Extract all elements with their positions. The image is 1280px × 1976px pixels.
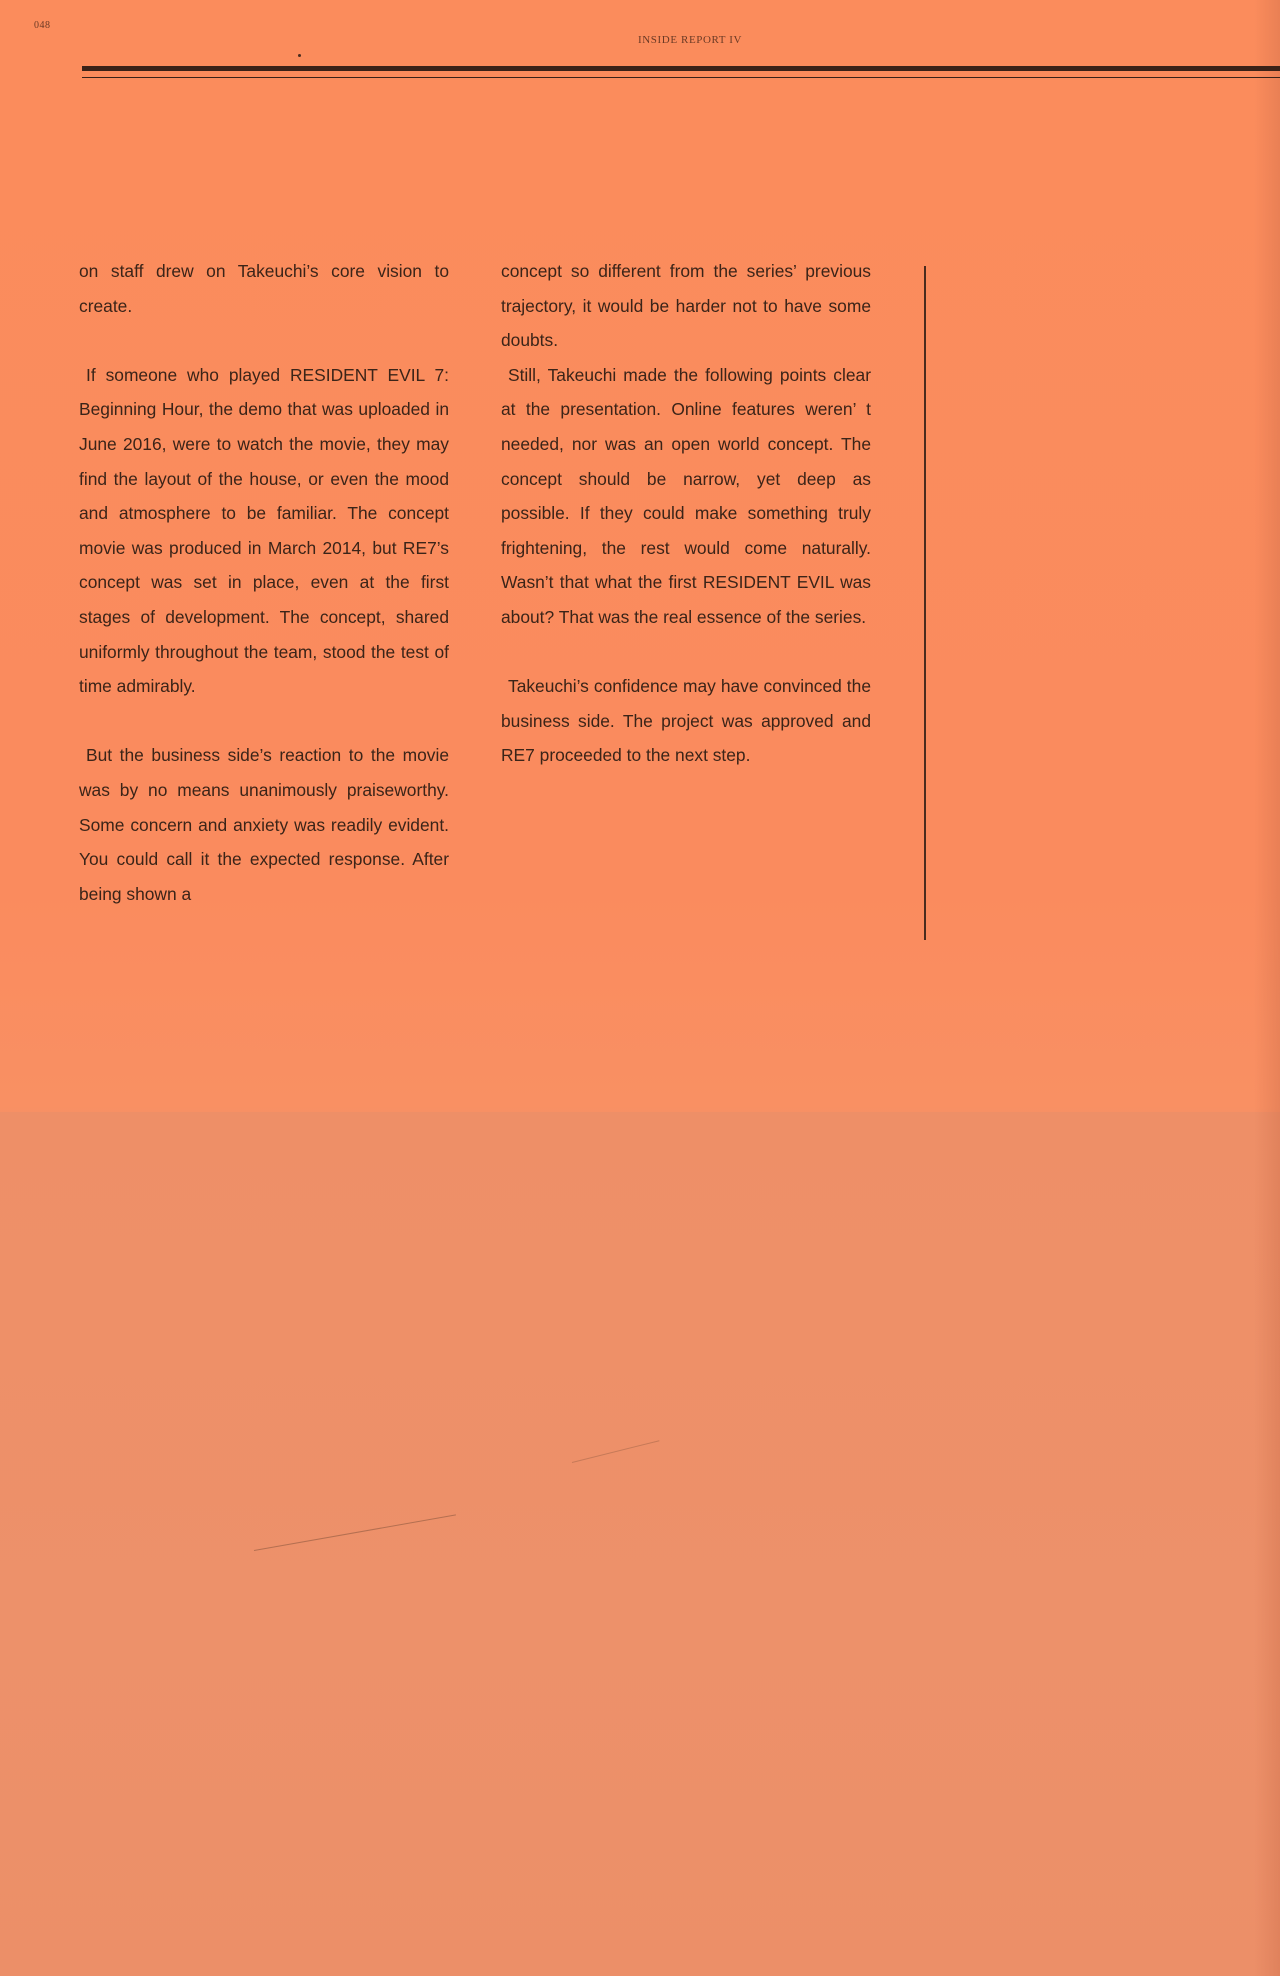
left-paragraph-3: But the business side’s reaction to the movie was by no means unanimously praiseworthy. Some concern and anxiety was readily evident. You could call it the expected response. After being shown a <box>79 745 449 904</box>
page-edge-shadow <box>1254 0 1280 1976</box>
column-divider <box>924 266 926 940</box>
page-number: 048 <box>34 20 51 31</box>
left-paragraph-2: If someone who played RESIDENT EVIL 7: Beginning Hour, the demo that was uploaded in June 2016, were to watch the movie, they may find the layout of the house, or even the mood and atmosphere to be familiar. The concept movie was produced in March 2014, but RE7’s concept was set in place, even at the first stages of development. The concept, shared uniformly throughout the team, stood the test of time admirably. <box>79 364 449 697</box>
right-paragraph-3: Takeuchi’s confidence may have convinced the business side. The project was approved and RE7 proceeded to the next step. <box>501 676 871 766</box>
running-head: INSIDE REPORT IV <box>638 34 743 46</box>
right-paragraph-2: Still, Takeuchi made the following points clear at the presentation. Online features weren’ t needed, nor was an open world concept. The concept should be narrow, yet deep as possible. If they could make something truly frightening, the rest would come naturally. Wasn’t that what the first RESIDENT EVIL was about? That was the real essence of the series. <box>501 364 871 627</box>
header-rule-thick <box>82 66 1280 71</box>
left-paragraph-1: on staff drew on Takeuchi’s core vision to create. <box>79 261 449 316</box>
page-lower-tone <box>0 1112 1280 1976</box>
right-text-column <box>501 254 871 773</box>
left-text-column <box>79 254 449 911</box>
right-paragraph-1: concept so different from the series’ previous trajectory, it would be harder not to have some doubts. <box>501 261 871 351</box>
print-speck <box>298 54 301 57</box>
header-rule-thin <box>82 77 1280 78</box>
